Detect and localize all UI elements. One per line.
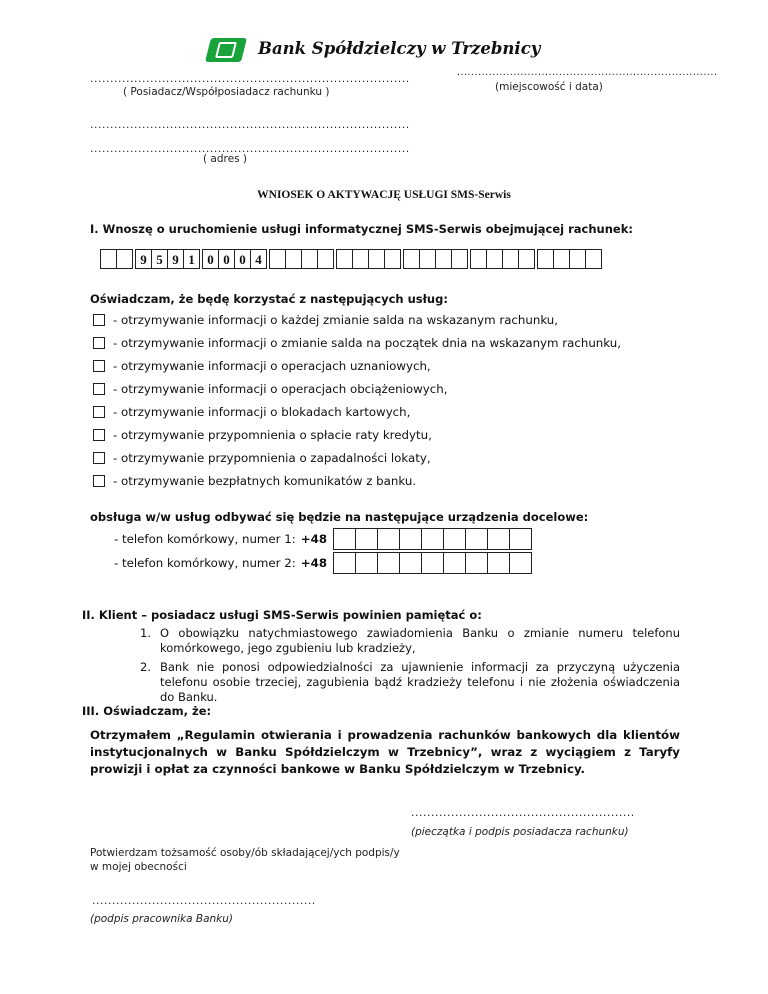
phone1-row bbox=[114, 528, 531, 550]
section1-heading: I. Wnoszę o uruchomienie usługi informatycznej SMS-Serwis obejmującej rachunek: bbox=[90, 222, 633, 236]
address-dotline-2: ................................................................................ bbox=[90, 142, 410, 155]
section3-heading: III. Oświadczam, że: bbox=[82, 704, 212, 718]
bank-name: Bank Spółdzielczy w Trzebnicy bbox=[258, 39, 541, 58]
service-option-label: - otrzymywanie informacji o operacjach obciążeniowych, bbox=[113, 382, 448, 396]
account-digit-cell[interactable] bbox=[553, 249, 570, 269]
account-digit-cell[interactable] bbox=[384, 249, 401, 269]
account-digit-cell[interactable]: 5 bbox=[151, 249, 168, 269]
holder-signature-dotline: ........................................................ bbox=[411, 806, 635, 819]
account-digit-group bbox=[269, 249, 333, 269]
account-digit-cell[interactable] bbox=[502, 249, 519, 269]
account-digit-cell[interactable] bbox=[470, 249, 487, 269]
account-digit-group bbox=[135, 249, 199, 269]
phone1-label: - telefon komórkowy, numer 1: bbox=[114, 532, 296, 546]
account-digit-cell[interactable]: 9 bbox=[167, 249, 184, 269]
account-digit-cell[interactable] bbox=[336, 249, 353, 269]
declaration-heading: Oświadczam, że będę korzystać z następujących usług: bbox=[90, 292, 448, 306]
service-option-label: - otrzymywanie informacji o zmianie salda na początek dnia na wskazanym rachunku, bbox=[113, 336, 621, 350]
phone-digit-cell[interactable] bbox=[487, 528, 510, 550]
service-option-checkbox[interactable] bbox=[93, 452, 105, 464]
phone2-label: - telefon komórkowy, numer 2: bbox=[114, 556, 296, 570]
service-option-label: - otrzymywanie informacji o blokadach kartowych, bbox=[113, 405, 411, 419]
account-digit-cell[interactable] bbox=[537, 249, 554, 269]
bank-logo-icon bbox=[205, 38, 247, 62]
phone-digit-cell[interactable] bbox=[443, 528, 466, 550]
service-option-row bbox=[93, 451, 431, 465]
phone2-row bbox=[114, 552, 531, 574]
service-option-checkbox[interactable] bbox=[93, 429, 105, 441]
phone-digit-cell[interactable] bbox=[421, 528, 444, 550]
account-digit-cell[interactable] bbox=[285, 249, 302, 269]
phone-digit-cell[interactable] bbox=[377, 552, 400, 574]
address-dotline-1: ................................................................................ bbox=[90, 118, 410, 131]
phone-digit-cell[interactable] bbox=[333, 528, 356, 550]
account-digit-cell[interactable] bbox=[403, 249, 420, 269]
service-option-checkbox[interactable] bbox=[93, 475, 105, 487]
service-option-row bbox=[93, 313, 558, 327]
account-digit-group bbox=[336, 249, 400, 269]
service-option-label: - otrzymywanie informacji o każdej zmianie salda na wskazanym rachunku, bbox=[113, 313, 559, 327]
account-digit-cell[interactable] bbox=[486, 249, 503, 269]
phone-digit-cell[interactable] bbox=[465, 528, 488, 550]
phone-digit-cell[interactable] bbox=[509, 528, 532, 550]
phone1-cells[interactable] bbox=[333, 528, 531, 550]
phone-digit-cell[interactable] bbox=[465, 552, 488, 574]
devices-heading: obsługa w/w usług odbywać się będzie na następujące urządzenia docelowe: bbox=[90, 510, 589, 524]
phone2-prefix: +48 bbox=[300, 556, 328, 570]
section2-item-1 bbox=[140, 626, 680, 656]
phone-digit-cell[interactable] bbox=[443, 552, 466, 574]
phone2-cells[interactable] bbox=[333, 552, 531, 574]
service-option-row bbox=[93, 474, 416, 488]
account-digit-cell[interactable] bbox=[317, 249, 334, 269]
service-option-checkbox[interactable] bbox=[93, 314, 105, 326]
holder-signature-caption: (pieczątka i podpis posiadacza rachunku) bbox=[411, 826, 629, 838]
item-number: 2. bbox=[140, 660, 151, 674]
service-option-row bbox=[93, 382, 447, 396]
phone-digit-cell[interactable] bbox=[355, 552, 378, 574]
account-digit-group bbox=[537, 249, 601, 269]
service-option-checkbox[interactable] bbox=[93, 383, 105, 395]
account-digit-cell[interactable] bbox=[301, 249, 318, 269]
section3-text: Otrzymałem „Regulamin otwierania i prowadzenia rachunków bankowych dla klientów instytucjonalnych w Banku Spółdzielczym w Trzebnicy”, wraz z wyciągiem z Taryfy prowizji i opłat za czynności bankowe w Banku Spółdzielczym w Trzebnicy. bbox=[90, 728, 680, 776]
account-digit-cell[interactable] bbox=[569, 249, 586, 269]
service-option-label: - otrzymywanie bezpłatnych komunikatów z banku. bbox=[113, 474, 417, 488]
holder-dotline: ................................................................................ bbox=[90, 72, 410, 85]
phone-digit-cell[interactable] bbox=[399, 528, 422, 550]
account-digit-cell[interactable] bbox=[100, 249, 117, 269]
account-digit-cell[interactable]: 0 bbox=[234, 249, 251, 269]
account-digit-cell[interactable] bbox=[116, 249, 133, 269]
account-digit-group bbox=[470, 249, 534, 269]
section2-item-2 bbox=[140, 660, 680, 705]
item-number: 1. bbox=[140, 626, 151, 640]
account-digit-group bbox=[403, 249, 467, 269]
phone-digit-cell[interactable] bbox=[333, 552, 356, 574]
account-digit-cell[interactable]: 1 bbox=[183, 249, 200, 269]
account-digit-cell[interactable] bbox=[451, 249, 468, 269]
account-digit-group bbox=[202, 249, 266, 269]
service-option-label: - otrzymywanie informacji o operacjach uznaniowych, bbox=[113, 359, 431, 373]
service-option-row bbox=[93, 336, 621, 350]
phone1-prefix: +48 bbox=[300, 532, 328, 546]
service-option-label: - otrzymywanie przypomnienia o spłacie raty kredytu, bbox=[113, 428, 432, 442]
item-text: O obowiązku natychmiastowego zawiadomienia Banku o zmianie numeru telefonu komórkowego, jego zgubieniu lub kradzieży, bbox=[160, 626, 680, 655]
account-digit-cell[interactable]: 9 bbox=[135, 249, 152, 269]
service-option-row bbox=[93, 405, 410, 419]
service-option-checkbox[interactable] bbox=[93, 337, 105, 349]
employee-signature-caption: (podpis pracownika Banku) bbox=[90, 913, 233, 925]
address-caption: ( adres ) bbox=[203, 153, 247, 165]
phone-digit-cell[interactable] bbox=[487, 552, 510, 574]
account-digit-cell[interactable] bbox=[585, 249, 602, 269]
item-text: Bank nie ponosi odpowiedzialności za ujawnienie informacji za przyczyną użyczenia telefonu osobie trzeciej, zagubienia bądź kradzieży telefonu i nie złożenia oświadczenia do Banku. bbox=[160, 660, 680, 704]
service-option-row bbox=[93, 359, 431, 373]
phone-digit-cell[interactable] bbox=[421, 552, 444, 574]
service-option-checkbox[interactable] bbox=[93, 360, 105, 372]
account-digit-cell[interactable] bbox=[368, 249, 385, 269]
account-digit-cell[interactable] bbox=[419, 249, 436, 269]
form-title: WNIOSEK O AKTYWACJĘ USŁUGI SMS-Serwis bbox=[257, 189, 511, 201]
phone-digit-cell[interactable] bbox=[355, 528, 378, 550]
place-date-dotline: .......................................................................... bbox=[457, 67, 718, 78]
account-digit-group bbox=[100, 249, 132, 269]
holder-caption: ( Posiadacz/Współposiadacz rachunku ) bbox=[123, 86, 330, 98]
account-number-cells[interactable] bbox=[100, 249, 604, 269]
account-digit-cell[interactable] bbox=[352, 249, 369, 269]
service-option-checkbox[interactable] bbox=[93, 406, 105, 418]
phone-digit-cell[interactable] bbox=[509, 552, 532, 574]
place-date-caption: (miejscowość i data) bbox=[495, 81, 603, 93]
account-digit-cell[interactable]: 0 bbox=[202, 249, 219, 269]
section2-heading: II. Klient – posiadacz usługi SMS-Serwis powinien pamiętać o: bbox=[82, 608, 482, 622]
employee-signature-dotline: ........................................................ bbox=[92, 894, 316, 907]
account-digit-cell[interactable]: 0 bbox=[218, 249, 235, 269]
service-option-row bbox=[93, 428, 432, 442]
identity-confirmation: Potwierdzam tożsamość osoby/ób składającej/ych podpis/y w mojej obecności bbox=[90, 847, 400, 873]
phone-digit-cell[interactable] bbox=[377, 528, 400, 550]
account-digit-cell[interactable] bbox=[435, 249, 452, 269]
phone-digit-cell[interactable] bbox=[399, 552, 422, 574]
account-digit-cell[interactable]: 4 bbox=[250, 249, 267, 269]
account-digit-cell[interactable] bbox=[269, 249, 286, 269]
account-digit-cell[interactable] bbox=[518, 249, 535, 269]
service-option-label: - otrzymywanie przypomnienia o zapadalności lokaty, bbox=[113, 451, 431, 465]
